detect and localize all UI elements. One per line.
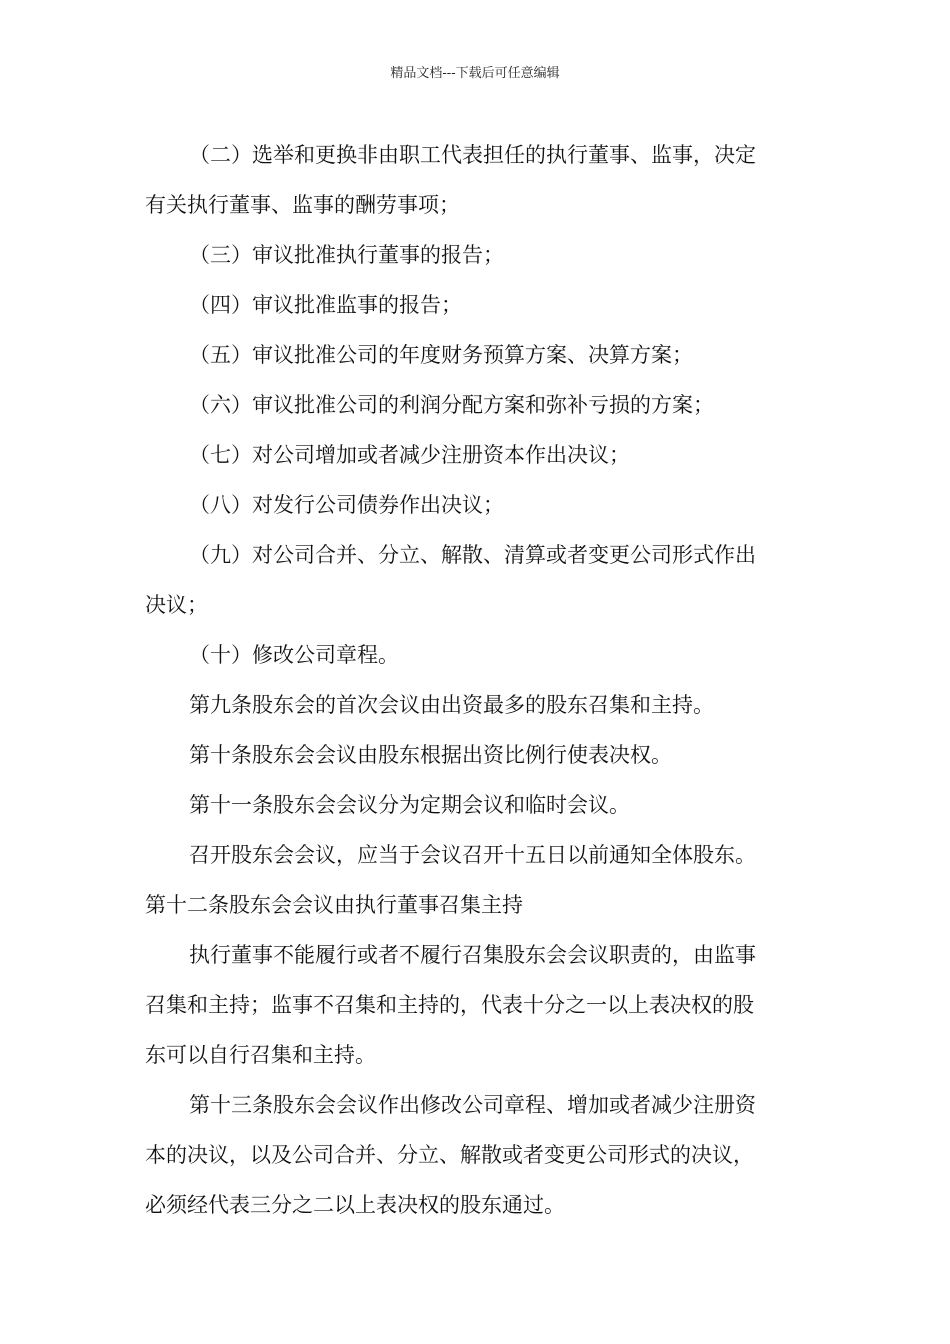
document-body [145,130,807,1230]
text-line: （七）对公司增加或者减少注册资本作出决议； [189,443,630,467]
page-header: 精品文档---下载后可任意编辑 [390,66,560,81]
text-line: 执行董事不能履行或者不履行召集股东会会议职责的，由监事 [189,943,756,967]
text-line: 召开股东会会议，应当于会议召开十五日以前通知全体股东。 [189,843,756,867]
text-line: （四）审议批准监事的报告； [189,293,462,317]
text-line: 第九条股东会的首次会议由出资最多的股东召集和主持。 [189,693,714,717]
text-line: 有关执行董事、监事的酬劳事项； [145,193,460,217]
text-line: （八）对发行公司债券作出决议； [189,493,504,517]
text-line: （九）对公司合并、分立、解散、清算或者变更公司形式作出 [189,543,756,567]
text-line: 第十二条股东会会议由执行董事召集主持 [145,893,523,917]
text-line: 召集和主持；监事不召集和主持的，代表十分之一以上表决权的股 [145,993,754,1017]
text-line: 决议； [145,593,208,617]
text-line: （二）选举和更换非由职工代表担任的执行董事、监事，决定 [189,143,756,167]
text-line: 第十条股东会会议由股东根据出资比例行使表决权。 [189,743,672,767]
text-line: 第十三条股东会会议作出修改公司章程、增加或者减少注册资 [189,1093,756,1117]
text-line: （五）审议批准公司的年度财务预算方案、决算方案； [189,343,693,367]
text-line: （三）审议批准执行董事的报告； [189,243,504,267]
text-line: 东可以自行召集和主持。 [145,1043,376,1067]
text-line: 本的决议，以及公司合并、分立、解散或者变更公司形式的决议， [145,1143,754,1167]
text-line: 必须经代表三分之二以上表决权的股东通过。 [145,1193,565,1217]
text-line: 第十一条股东会会议分为定期会议和临时会议。 [189,793,630,817]
text-line: （十）修改公司章程。 [189,643,399,667]
text-line: （六）审议批准公司的利润分配方案和弥补亏损的方案； [189,393,714,417]
